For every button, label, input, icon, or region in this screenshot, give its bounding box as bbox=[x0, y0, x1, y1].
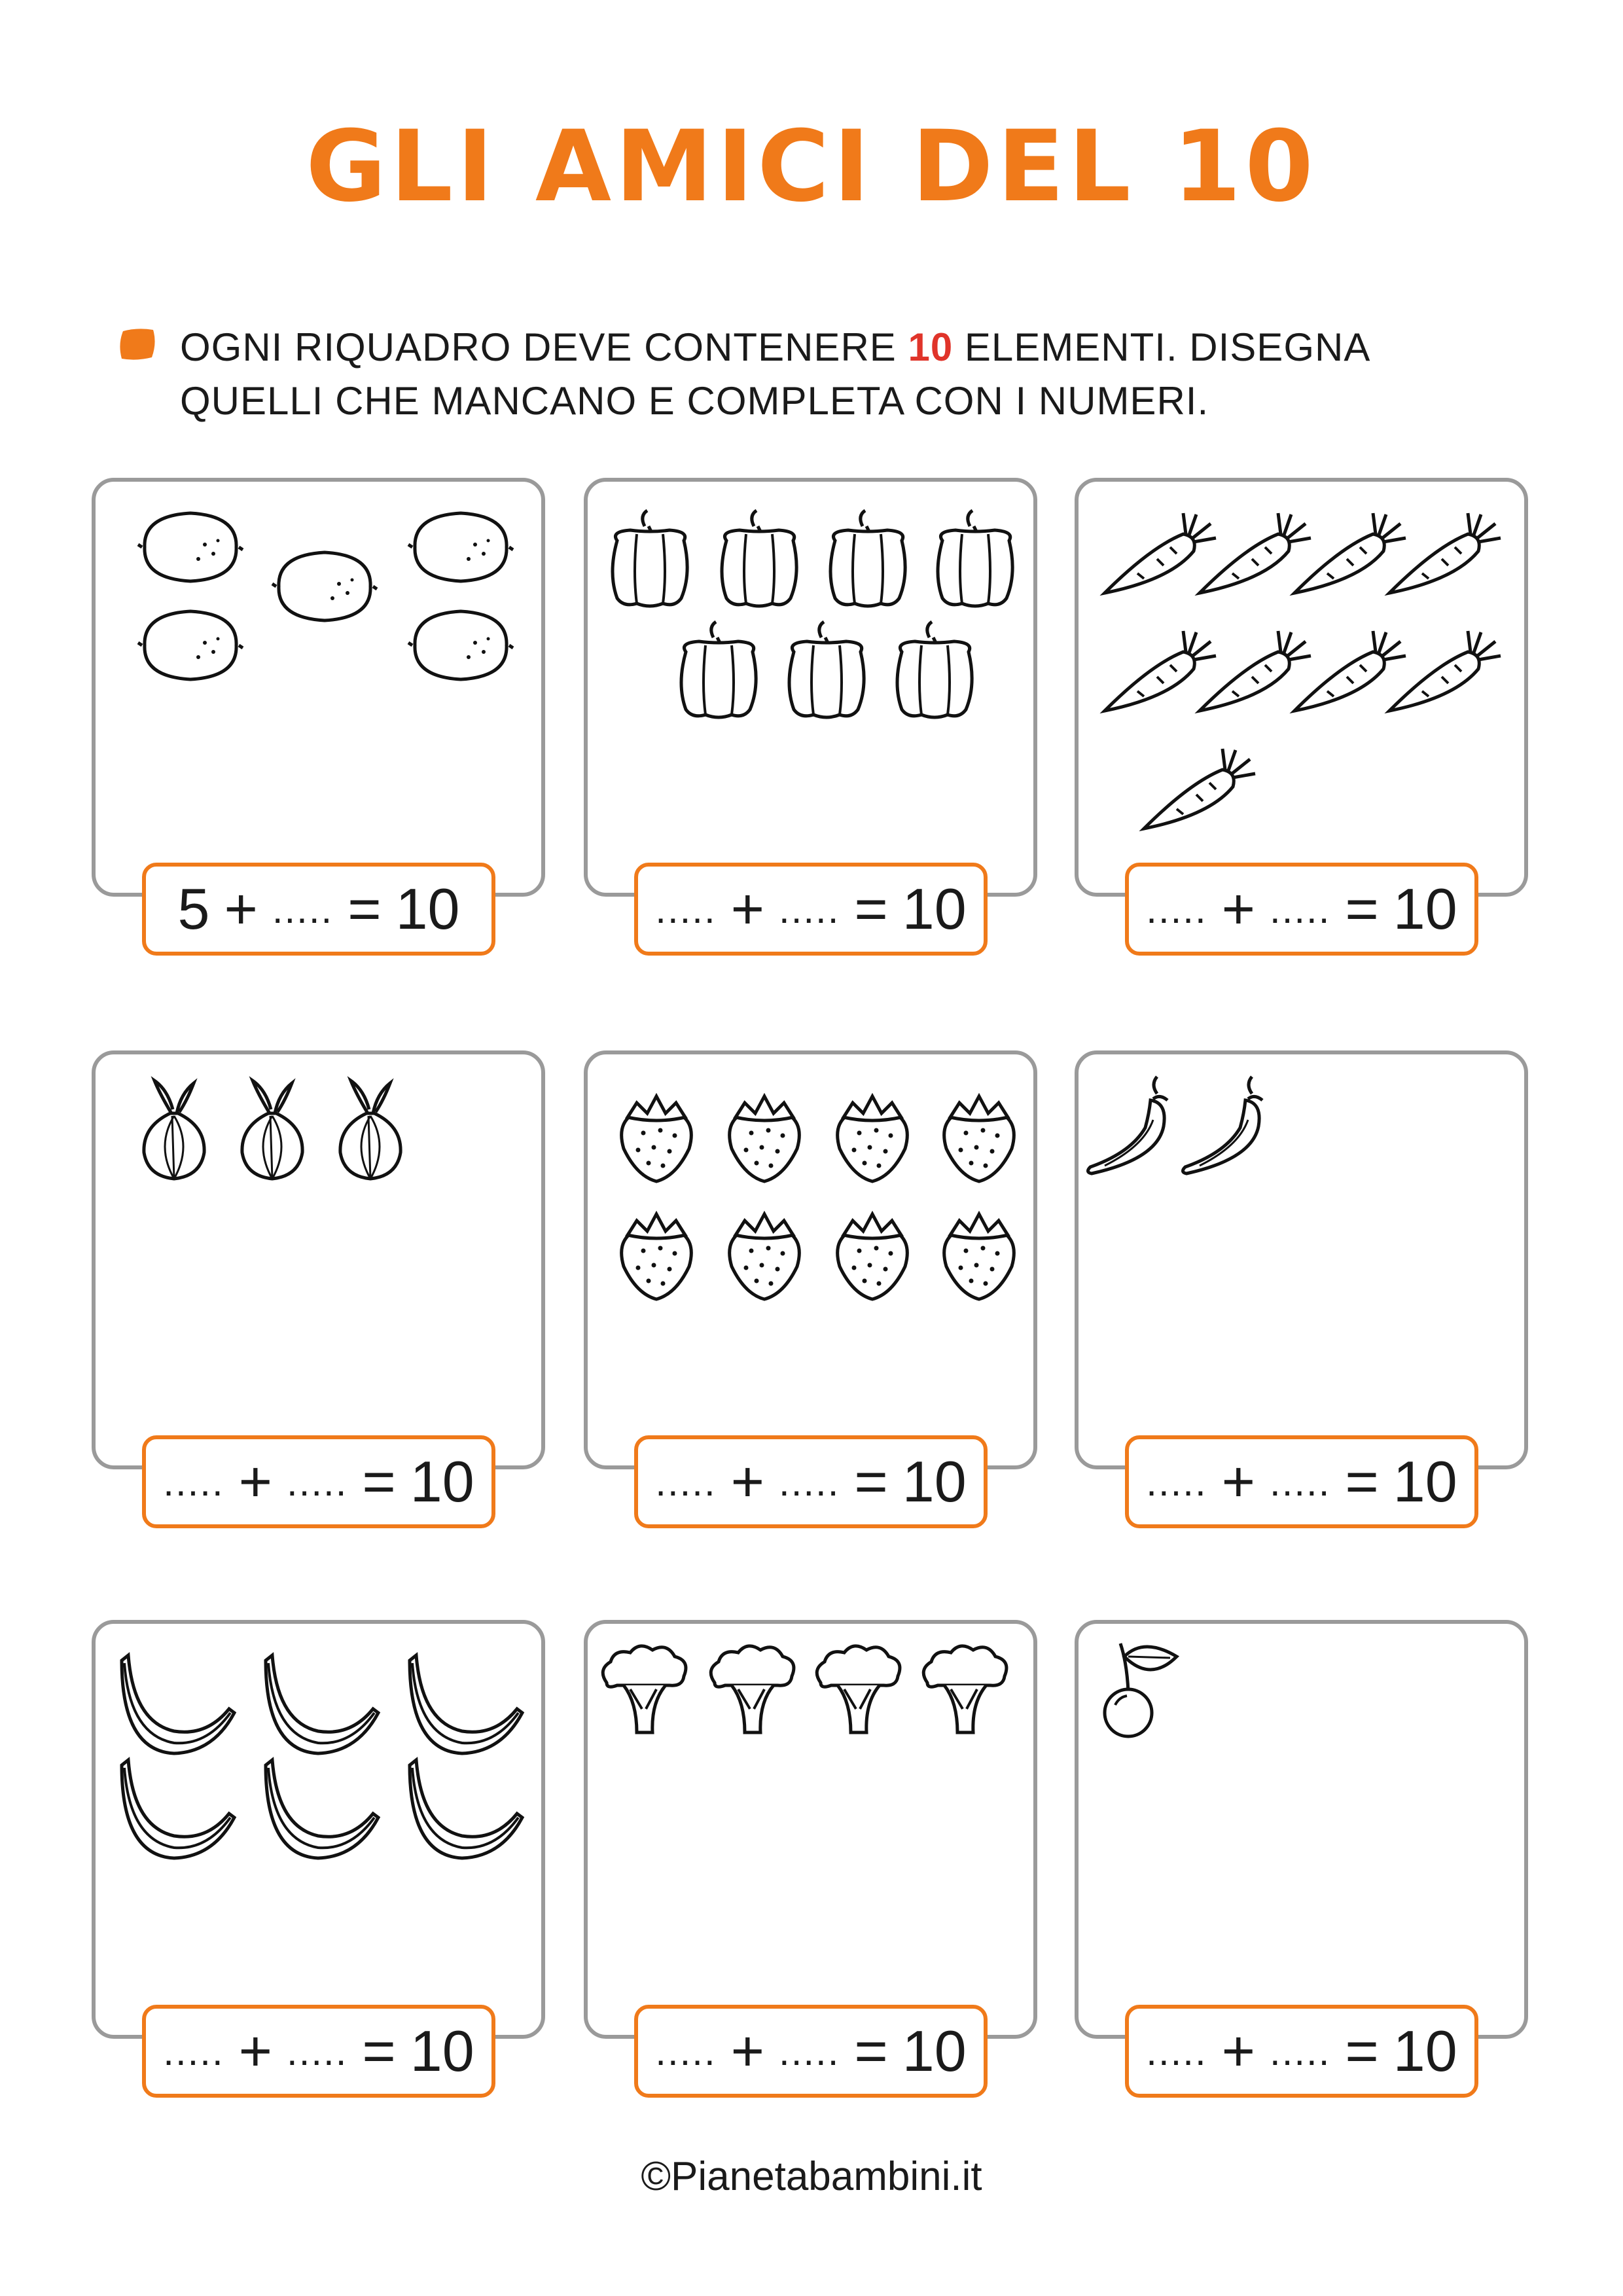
strawberry-icon bbox=[622, 1096, 692, 1181]
strawberry-drawings bbox=[588, 1054, 1041, 1473]
equation-box[interactable] bbox=[634, 863, 988, 956]
equation-box[interactable] bbox=[1125, 2005, 1478, 2098]
total: 10 bbox=[902, 1449, 967, 1514]
carrot-icon bbox=[1389, 631, 1501, 711]
exercise-box-lemons[interactable] bbox=[92, 478, 545, 897]
equation-box[interactable] bbox=[634, 2005, 988, 2098]
pepper-icon bbox=[722, 511, 796, 606]
equals-sign: = bbox=[854, 876, 888, 941]
broccoli-drawings bbox=[588, 1624, 1041, 2043]
banana-icon bbox=[122, 1655, 234, 1753]
addend-left[interactable]: ..... bbox=[1146, 1460, 1207, 1504]
carrot-icon bbox=[1105, 631, 1216, 711]
exercise-box-strawberries[interactable] bbox=[584, 1050, 1037, 1469]
strawberry-icon bbox=[944, 1214, 1014, 1299]
carrot-drawings bbox=[1079, 482, 1532, 901]
equation-box[interactable] bbox=[634, 1435, 988, 1528]
pepper-icon bbox=[613, 511, 687, 606]
addend-right[interactable]: ..... bbox=[779, 887, 840, 931]
broccoli-icon bbox=[817, 1646, 900, 1732]
banana-icon bbox=[410, 1655, 522, 1753]
addend-right[interactable]: ..... bbox=[779, 1460, 840, 1504]
instructions-line2: QUELLI CHE MANCANO E COMPLETA CON I NUMERI. bbox=[180, 379, 1209, 423]
addend-right[interactable]: ..... bbox=[287, 2029, 348, 2073]
onion-icon bbox=[340, 1081, 401, 1179]
broccoli-icon bbox=[923, 1646, 1007, 1732]
pepper-drawings bbox=[588, 482, 1041, 901]
equation-box[interactable] bbox=[1125, 1435, 1478, 1528]
equals-sign: = bbox=[362, 1449, 396, 1514]
addend-right[interactable]: ..... bbox=[1270, 2029, 1331, 2073]
total: 10 bbox=[902, 876, 967, 941]
total: 10 bbox=[1393, 876, 1457, 941]
equation-box[interactable] bbox=[142, 863, 495, 956]
broccoli-icon bbox=[603, 1646, 686, 1732]
strawberry-icon bbox=[730, 1096, 800, 1181]
addend-right[interactable]: ..... bbox=[1270, 1460, 1331, 1504]
equals-sign: = bbox=[1345, 1449, 1379, 1514]
equals-sign: = bbox=[1345, 2018, 1379, 2083]
plus-sign: + bbox=[1221, 1449, 1256, 1514]
total: 10 bbox=[1393, 2018, 1457, 2083]
carrot-icon bbox=[1389, 513, 1501, 593]
lemon-icon bbox=[408, 611, 513, 679]
carrot-icon bbox=[1200, 513, 1311, 593]
addend-left[interactable]: ..... bbox=[1146, 2029, 1207, 2073]
lemon-icon bbox=[138, 611, 243, 679]
chili-pepper-icon bbox=[1183, 1077, 1262, 1174]
addend-left[interactable]: ..... bbox=[655, 887, 717, 931]
instructions-highlight: 10 bbox=[908, 325, 954, 369]
exercise-box-broccoli[interactable] bbox=[584, 1620, 1037, 2039]
equals-sign: = bbox=[854, 2018, 888, 2083]
lemon-drawings bbox=[96, 482, 549, 901]
strawberry-icon bbox=[838, 1096, 908, 1181]
carrot-icon bbox=[1294, 631, 1406, 711]
addend-left[interactable]: ..... bbox=[163, 1460, 224, 1504]
plus-sign: + bbox=[1221, 2018, 1256, 2083]
lemon-icon bbox=[408, 513, 513, 581]
lemon-icon bbox=[138, 513, 243, 581]
plus-sign: + bbox=[730, 876, 765, 941]
exercise-box-chili-peppers[interactable] bbox=[1075, 1050, 1528, 1469]
equals-sign: = bbox=[1345, 876, 1379, 941]
addend-left[interactable]: ..... bbox=[1146, 887, 1207, 931]
total: 10 bbox=[902, 2018, 967, 2083]
addend-left[interactable]: ..... bbox=[655, 2029, 717, 2073]
banana-icon bbox=[122, 1760, 234, 1858]
onion-drawings bbox=[96, 1054, 549, 1473]
addend-right[interactable]: ..... bbox=[272, 887, 334, 931]
plus-sign: + bbox=[730, 2018, 765, 2083]
plus-sign: + bbox=[238, 2018, 273, 2083]
copyright-footer: ©Pianetabambini.it bbox=[641, 2154, 982, 2199]
broccoli-icon bbox=[711, 1646, 794, 1732]
total: 10 bbox=[410, 2018, 474, 2083]
exercise-box-peppers[interactable] bbox=[584, 478, 1037, 897]
page-title: GLI AMICI DEL 10 bbox=[306, 110, 1317, 224]
cherry-drawings bbox=[1079, 1624, 1532, 2043]
equation-box[interactable] bbox=[142, 1435, 495, 1528]
total: 10 bbox=[395, 876, 460, 941]
carrot-icon bbox=[1200, 631, 1311, 711]
total: 10 bbox=[410, 1449, 474, 1514]
plus-sign: + bbox=[730, 1449, 765, 1514]
exercise-box-carrots[interactable] bbox=[1075, 478, 1528, 897]
total: 10 bbox=[1393, 1449, 1457, 1514]
banana-icon bbox=[410, 1760, 522, 1858]
strawberry-icon bbox=[622, 1214, 692, 1299]
onion-icon bbox=[144, 1081, 204, 1179]
addend-left[interactable]: 5 bbox=[177, 876, 210, 941]
strawberry-icon bbox=[944, 1096, 1014, 1181]
plus-sign: + bbox=[224, 876, 258, 941]
exercise-box-bananas[interactable] bbox=[92, 1620, 545, 2039]
exercise-box-onions[interactable] bbox=[92, 1050, 545, 1469]
pepper-icon bbox=[830, 511, 905, 606]
chili-pepper-icon bbox=[1088, 1077, 1168, 1174]
onion-icon bbox=[242, 1081, 302, 1179]
strawberry-icon bbox=[838, 1214, 908, 1299]
instructions bbox=[180, 321, 1489, 428]
equals-sign: = bbox=[348, 876, 382, 941]
pepper-icon bbox=[897, 622, 972, 717]
carrot-icon bbox=[1144, 749, 1255, 829]
addend-left[interactable]: ..... bbox=[163, 2029, 224, 2073]
banana-drawings bbox=[96, 1624, 549, 2043]
plus-sign: + bbox=[238, 1449, 273, 1514]
addend-right[interactable]: ..... bbox=[287, 1460, 348, 1504]
instructions-line1-b: ELEMENTI. DISEGNA bbox=[953, 325, 1371, 369]
bullet-icon bbox=[118, 327, 157, 361]
equals-sign: = bbox=[362, 2018, 396, 2083]
exercise-box-cherries[interactable] bbox=[1075, 1620, 1528, 2039]
addend-left[interactable]: ..... bbox=[655, 1460, 717, 1504]
plus-sign: + bbox=[1221, 876, 1256, 941]
pepper-icon bbox=[938, 511, 1012, 606]
addend-right[interactable]: ..... bbox=[779, 2029, 840, 2073]
lemon-icon bbox=[272, 552, 377, 620]
addend-right[interactable]: ..... bbox=[1270, 887, 1331, 931]
pepper-icon bbox=[681, 622, 756, 717]
banana-icon bbox=[266, 1760, 378, 1858]
chili-drawings bbox=[1079, 1054, 1532, 1473]
banana-icon bbox=[266, 1655, 378, 1753]
carrot-icon bbox=[1294, 513, 1406, 593]
cherry-icon bbox=[1105, 1643, 1177, 1736]
carrot-icon bbox=[1105, 513, 1216, 593]
strawberry-icon bbox=[730, 1214, 800, 1299]
pepper-icon bbox=[789, 622, 864, 717]
equation-box[interactable] bbox=[142, 2005, 495, 2098]
equation-box[interactable] bbox=[1125, 863, 1478, 956]
instructions-line1-a: OGNI RIQUADRO DEVE CONTENERE bbox=[180, 325, 908, 369]
equals-sign: = bbox=[854, 1449, 888, 1514]
